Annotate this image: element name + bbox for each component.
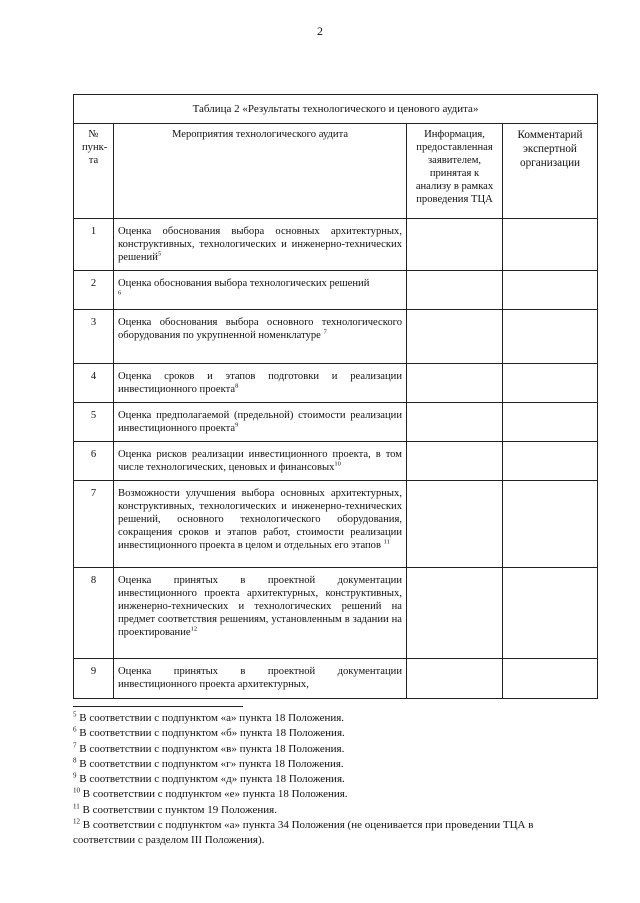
row-task [114, 568, 407, 659]
row-task [114, 442, 407, 481]
row-number: 8 [74, 568, 114, 659]
page-number: 2 [317, 24, 323, 38]
table-row [74, 271, 598, 310]
row-info-cell [407, 442, 503, 481]
row-info-cell [407, 568, 503, 659]
row-info-cell [407, 481, 503, 568]
row-info-cell [407, 403, 503, 442]
table-row [74, 219, 598, 271]
row-number: 4 [74, 364, 114, 403]
row-comment-cell [503, 442, 598, 481]
footnote-ref: 9 [235, 421, 239, 429]
footnote-text: В соответствии с подпунктом «д» пункта 18 Положения. [79, 773, 345, 786]
table-row [74, 481, 598, 568]
header-comment: Комментарий экспертной организации [503, 124, 598, 219]
row-comment-cell [503, 364, 598, 403]
row-number: 5 [74, 403, 114, 442]
footnote-ref: 8 [235, 382, 239, 390]
row-number: 6 [74, 442, 114, 481]
footnote [73, 772, 593, 787]
footnote-ref: 12 [190, 625, 198, 633]
row-task [114, 403, 407, 442]
footnote-text: В соответствии с подпунктом «в» пункта 18 Положения. [79, 742, 345, 755]
table-caption: Таблица 2 «Результаты технологического и ценового аудита» [74, 95, 598, 124]
footnote-number: 7 [73, 740, 77, 749]
footnote-text: В соответствии с подпунктом «е» пункта 18 Положения. [82, 788, 348, 801]
table-row [74, 442, 598, 481]
header-task: Мероприятия технологического аудита [114, 124, 407, 219]
table-row [74, 310, 598, 364]
table-row [74, 659, 598, 699]
row-task-text: Оценка рисков реализации инвестиционного проекта, в том числе технологических, ценовых и финансовых [118, 449, 402, 473]
header-num: № пунк-та [74, 124, 114, 219]
row-task-text: Оценка принятых в проектной документации инвестиционного проекта архитектурных, конструктивных, инженерно-технических и технологических решений на предмет соответствия решениям, установленным в задании на проектирование [118, 575, 402, 638]
footnote-number: 9 [73, 771, 77, 780]
table-row [74, 403, 598, 442]
row-task [114, 271, 407, 310]
row-task-text: Оценка предполагаемой (предельной) стоимости реализации инвестиционного проекта [118, 410, 402, 434]
footnote-ref: 7 [323, 328, 327, 336]
row-task [114, 481, 407, 568]
footnote-ref: 5 [157, 250, 162, 258]
row-comment-cell [503, 481, 598, 568]
row-number: 3 [74, 310, 114, 364]
footnote-separator [73, 706, 243, 707]
audit-results-table [73, 94, 598, 699]
row-info-cell [407, 219, 503, 271]
footnote [73, 757, 593, 772]
footnote-number: 10 [73, 786, 80, 795]
footnote-number: 8 [73, 756, 77, 765]
row-task-text: Оценка принятых в проектной документации инвестиционного проекта архитектурных, [118, 666, 402, 690]
row-number: 2 [74, 271, 114, 310]
table-row [74, 568, 598, 659]
footnote [73, 818, 593, 849]
row-number: 9 [74, 659, 114, 699]
footnote-number: 12 [73, 817, 80, 826]
row-info-cell [407, 659, 503, 699]
row-info-cell [407, 310, 503, 364]
footnote-text: В соответствии с подпунктом «а» пункта 18 Положения. [79, 712, 345, 724]
footnote-ref: 6 [118, 289, 122, 297]
row-task [114, 310, 407, 364]
row-comment-cell [503, 219, 598, 271]
row-comment-cell [503, 310, 598, 364]
row-comment-cell [503, 659, 598, 699]
row-task [114, 364, 407, 403]
row-task [114, 659, 407, 699]
row-comment-cell [503, 568, 598, 659]
row-number: 1 [74, 219, 114, 271]
row-task-text: Оценка обоснования выбора технологических решений [118, 278, 370, 289]
footnote [73, 787, 593, 802]
footnote [73, 711, 593, 726]
footnote-text: В соответствии с пунктом 19 Положения. [82, 803, 277, 816]
footnote-number: 11 [73, 802, 80, 811]
header-info: Информация, предоставленная заявителем, принятая к анализу в рамках проведения ТЦА [407, 124, 503, 219]
table-body [74, 219, 598, 699]
footnote [73, 742, 593, 757]
row-task-text: Оценка обоснования выбора основного технологического оборудования по укрупненной номенклатуре [118, 317, 402, 341]
row-comment-cell [503, 403, 598, 442]
row-info-cell [407, 271, 503, 310]
footnote-number: 5 [73, 710, 77, 719]
footnote-number: 6 [73, 725, 77, 734]
footnotes [73, 706, 593, 849]
footnote [73, 726, 593, 741]
footnote [73, 803, 593, 818]
footnote-text: В соответствии с подпунктом «г» пункта 18 Положения. [79, 757, 344, 770]
footnote-ref: 10 [334, 460, 341, 468]
row-task-text: Оценка обоснования выбора основных архитектурных, конструктивных, технологических и инженерно-технических решений [118, 226, 402, 263]
footnote-text: В соответствии с подпунктом «б» пункта 18 Положения. [79, 727, 345, 740]
footnote-list [73, 711, 593, 849]
footnote-text: В соответствии с подпунктом «а» пункта 34 Положения (не оценивается при проведении ТЦА в соответствии с разделом III Положения). [73, 819, 534, 847]
row-task-text: Оценка сроков и этапов подготовки и реализации инвестиционного проекта [118, 371, 402, 395]
audit-results-table-container [73, 94, 597, 699]
row-comment-cell [503, 271, 598, 310]
row-task [114, 219, 407, 271]
table-row [74, 364, 598, 403]
row-number: 7 [74, 481, 114, 568]
row-info-cell [407, 364, 503, 403]
footnote-ref: 11 [383, 538, 390, 546]
row-task-text: Возможности улучшения выбора основных архитектурных, конструктивных, технологических и инженерно-технических решений, основного технологического оборудования, сокращения сроков и этапов работ, стоимости реализации инвестиционного проекта в целом и отдельных его этапов [118, 488, 402, 551]
